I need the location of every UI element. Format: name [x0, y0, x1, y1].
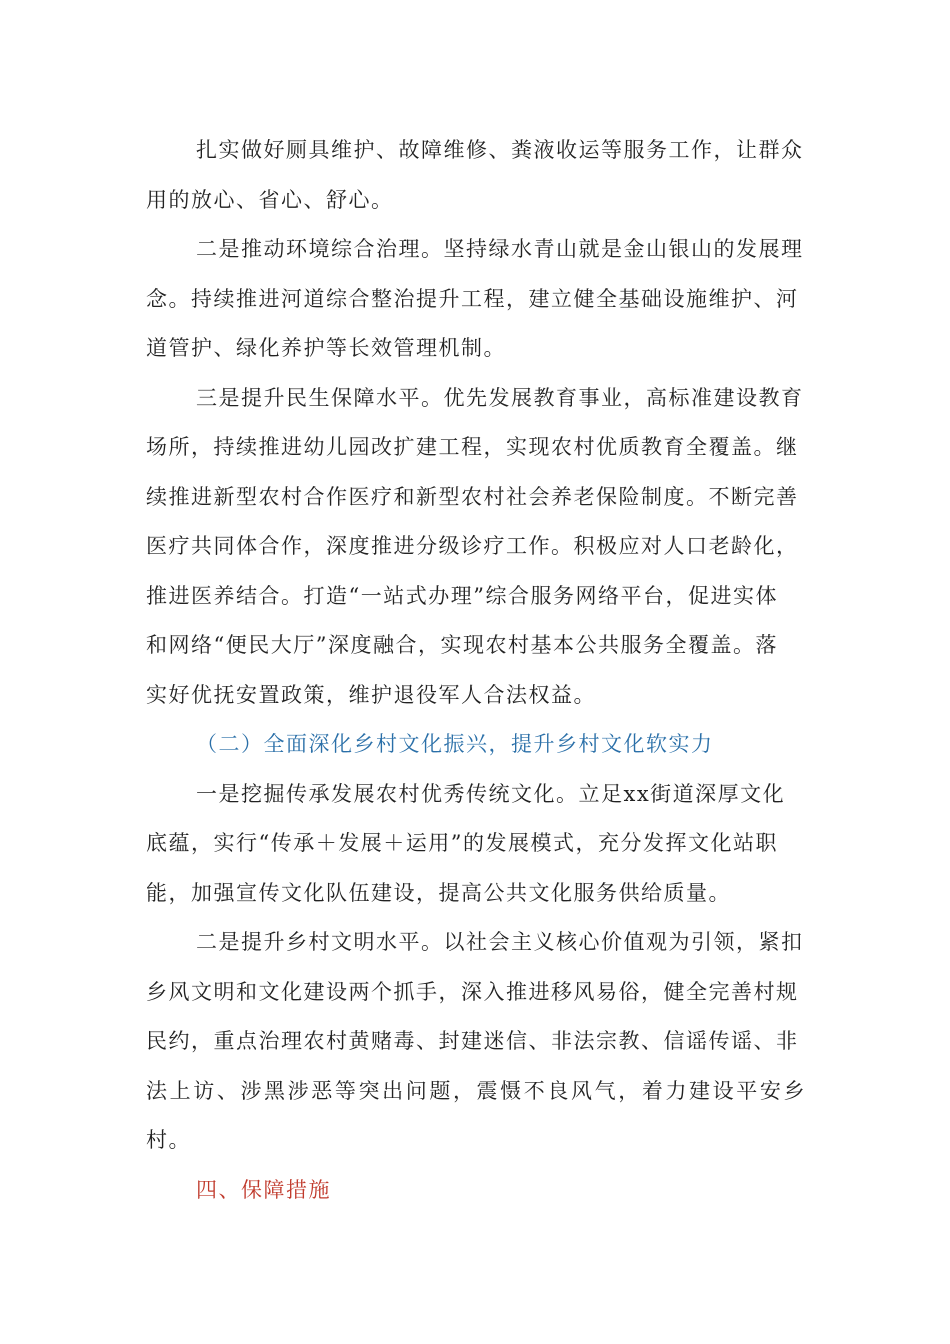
text-line: 一是挖掘传承发展农村优秀传统文化。立足xx街道深厚文化: [196, 781, 786, 806]
paragraph-rural-civilization: [146, 918, 806, 1166]
paragraph-toilet-maintenance: [146, 126, 806, 225]
text-line: 念。持续推进河道综合整治提升工程，建立健全基础设施维护、河: [146, 286, 799, 311]
text-line: 法上访、涉黑涉恶等突出问题，震慑不良风气，着力建设平安乡村。: [146, 1078, 806, 1152]
text-line: 扎实做好厕具维护、故障维修、粪液收运等服务工作，让群众: [196, 138, 804, 162]
text-line: 道管护、绿化养护等长效管理机制。: [146, 336, 506, 360]
text-line: 推进医养结合。打造“一站式办理”综合服务网络平台，促进实体: [146, 583, 778, 608]
text-line: 乡风文明和文化建设两个抓手，深入推进移风易俗，健全完善村规: [146, 979, 799, 1004]
text-line: 四、保障措施: [196, 1177, 331, 1202]
text-line: 场所，持续推进幼儿园改扩建工程，实现农村优质教育全覆盖。继: [146, 435, 799, 459]
text-line: 用的放心、省心、舒心。: [146, 187, 394, 212]
text-line: 能，加强宣传文化队伍建设，提高公共文化服务供给质量。: [146, 880, 731, 905]
text-line: 实好优抚安置政策，维护退役军人合法权益。: [146, 682, 596, 707]
section-heading-safeguards: [146, 1166, 806, 1216]
text-line: 二是提升乡村文明水平。以社会主义核心价值观为引领，紧扣: [196, 930, 804, 954]
text-line: 三是提升民生保障水平。优先发展教育事业，高标准建设教育: [196, 385, 804, 410]
text-line: 医疗共同体合作，深度推进分级诊疗工作。积极应对人口老龄化，: [146, 534, 799, 558]
subheading-cultural-revitalization: [146, 720, 806, 770]
text-line: 和网络“便民大厅”深度融合，实现农村基本公共服务全覆盖。落: [146, 633, 778, 657]
paragraph-livelihood-security: [146, 374, 806, 721]
document-body: [146, 126, 806, 1215]
text-line: 民约，重点治理农村黄赌毒、封建迷信、非法宗教、信谣传谣、非: [146, 1029, 799, 1053]
paragraph-environment-governance: [146, 225, 806, 374]
text-line: （二）全面深化乡村文化振兴，提升乡村文化软实力: [196, 732, 714, 756]
paragraph-traditional-culture: [146, 770, 806, 919]
text-line: 二是推动环境综合治理。坚持绿水青山就是金山银山的发展理: [196, 237, 804, 261]
text-line: 续推进新型农村合作医疗和新型农村社会养老保险制度。不断完善: [146, 484, 799, 509]
text-line: 底蕴，实行“传承＋发展＋运用”的发展模式，充分发挥文化站职: [146, 831, 778, 855]
